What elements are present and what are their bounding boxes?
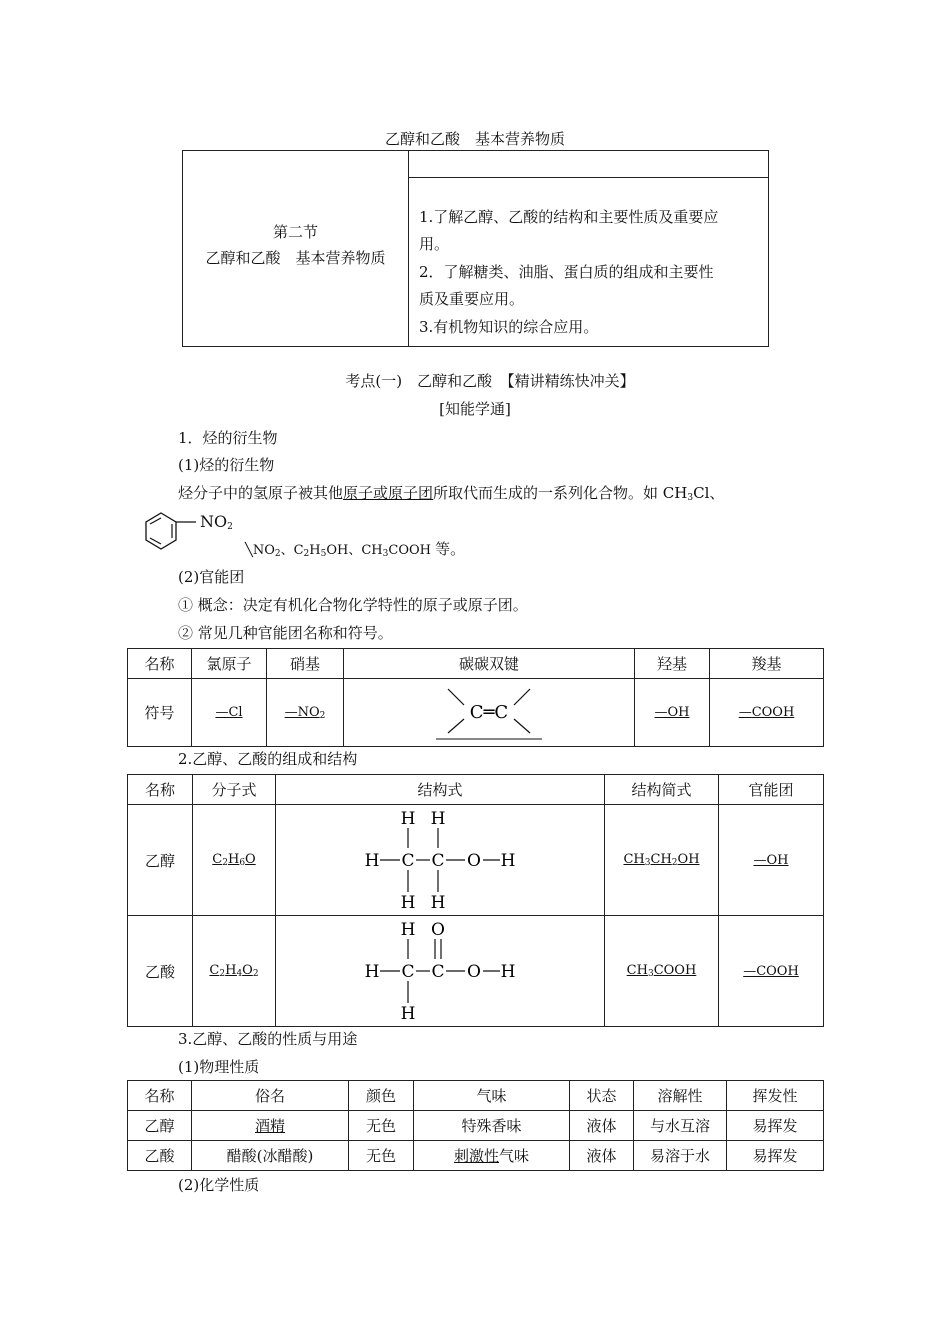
svg-text:H: H: [400, 892, 416, 913]
s1-heading: 1．烃的衍生物: [178, 429, 278, 447]
goal-2b: 质及重要应用。: [419, 290, 525, 308]
goal-1a: 1.了解乙醇、乙酸的结构和主要性质及重要应: [419, 208, 719, 226]
zhineng-heading: [知能学通]: [439, 400, 511, 418]
svg-text:H: H: [500, 961, 516, 982]
carboxyl-symbol: —COOH: [738, 705, 795, 720]
hydroxyl-symbol: —OH: [654, 705, 690, 720]
svg-text:C: C: [431, 850, 445, 871]
s1-concept: ① 概念：决定有机化合物化学特性的原子或原子团。: [178, 596, 528, 614]
ethanol-simple: $CH_3CH_2OH$: [623, 852, 700, 868]
cc-double-bond-structure: [434, 683, 544, 743]
svg-text:H: H: [430, 808, 446, 829]
section-number: 第二节: [272, 223, 318, 241]
cc-bond-text: C═C: [469, 701, 509, 723]
page-title: 乙醇和乙酸 基本营养物质: [384, 130, 565, 148]
s3-sub2: (2)化学性质: [178, 1176, 260, 1194]
kaodian-heading: 考点(一) 乙醇和乙酸 【精讲精练快冲关】: [345, 372, 635, 390]
s1-common: ② 常见几种官能团名称和符号。: [178, 624, 393, 642]
svg-text:C: C: [401, 850, 415, 871]
acid-formula: $C_2H_4O_2$: [209, 963, 259, 979]
blank-atom-group: 原子或原子团: [343, 484, 434, 502]
svg-text:H: H: [430, 892, 446, 913]
nitrobenzene-structure: [138, 505, 258, 555]
physical-property-table: [127, 1080, 824, 1171]
svg-text:O: O: [467, 961, 481, 982]
section-name: 乙醇和乙酸 基本营养物质: [205, 249, 386, 267]
svg-text:H: H: [400, 919, 416, 940]
svg-text:C: C: [401, 961, 415, 982]
structure-table: 名称 分子式 结构式 结构简式 官能团 乙醇 $C_2H_6O$ H H H C C O H H H $CH_3CH_2OH$ —OH 乙酸 $C_2H_4O_2$ H O H C C O H H $CH_3COOH$ —COOH: [127, 774, 824, 1027]
ethanol-formula: $C_2H_6O$: [212, 852, 256, 868]
s3-heading: 3.乙醇、乙酸的性质与用途: [178, 1030, 358, 1048]
svg-text:H: H: [364, 961, 380, 982]
goal-3: 3.有机物知识的综合应用。: [419, 318, 599, 336]
chloro-symbol: —Cl: [215, 705, 243, 720]
acetic-acid-structural-formula: [360, 919, 530, 1024]
phys-acid-row: 乙酸 醋酸(冰醋酸) 无色 刺激性气味 液体 易溶于水 易挥发: [128, 1141, 824, 1171]
svg-text:C: C: [431, 961, 445, 982]
section-box: [182, 150, 769, 347]
svg-text:O: O: [431, 919, 445, 940]
phys-header-row: 名称 俗名 颜色 气味 状态 溶解性 挥发性: [128, 1081, 824, 1111]
svg-text:H: H: [400, 808, 416, 829]
nitro-label: $NO_2$: [200, 512, 233, 532]
s1-sub2: (2)官能团: [178, 568, 245, 586]
s2-heading: 2.乙醇、乙酸的组成和结构: [178, 750, 358, 768]
s3-sub1: (1)物理性质: [178, 1058, 260, 1076]
goal-1b: 用。: [419, 235, 450, 253]
s1-examples: $╲NO_2$、$C_2H_5OH$、$CH_3COOH$ 等。: [245, 540, 466, 559]
acid-simple: $CH_3COOH$: [626, 963, 697, 979]
acid-fg: —COOH: [743, 963, 799, 979]
phys-ethanol-row: 乙醇 酒精 无色 特殊香味 液体 与水互溶 易挥发: [128, 1111, 824, 1141]
svg-text:H: H: [500, 850, 516, 871]
svg-text:H: H: [400, 1003, 416, 1024]
nitro-symbol: $—NO_2$: [284, 704, 326, 721]
svg-text:O: O: [467, 850, 481, 871]
svg-text:H: H: [364, 850, 380, 871]
goal-2a: 2．了解糖类、油脂、蛋白质的组成和主要性: [419, 263, 714, 281]
functional-group-table: 名称 氯原子 硝基 碳碳双键 羟基 羧基 符号 —Cl $—NO_2$ C═C —OH —COOH: [127, 648, 824, 747]
ethanol-structural-formula: [360, 808, 530, 913]
ethanol-fg: —OH: [753, 852, 789, 868]
s1-definition: 烃分子中的氢原子被其他原子或原子团所取代而生成的一系列化合物。如 $CH_3Cl$、: [178, 484, 725, 503]
s1-sub1: (1)烃的衍生物: [178, 456, 275, 474]
